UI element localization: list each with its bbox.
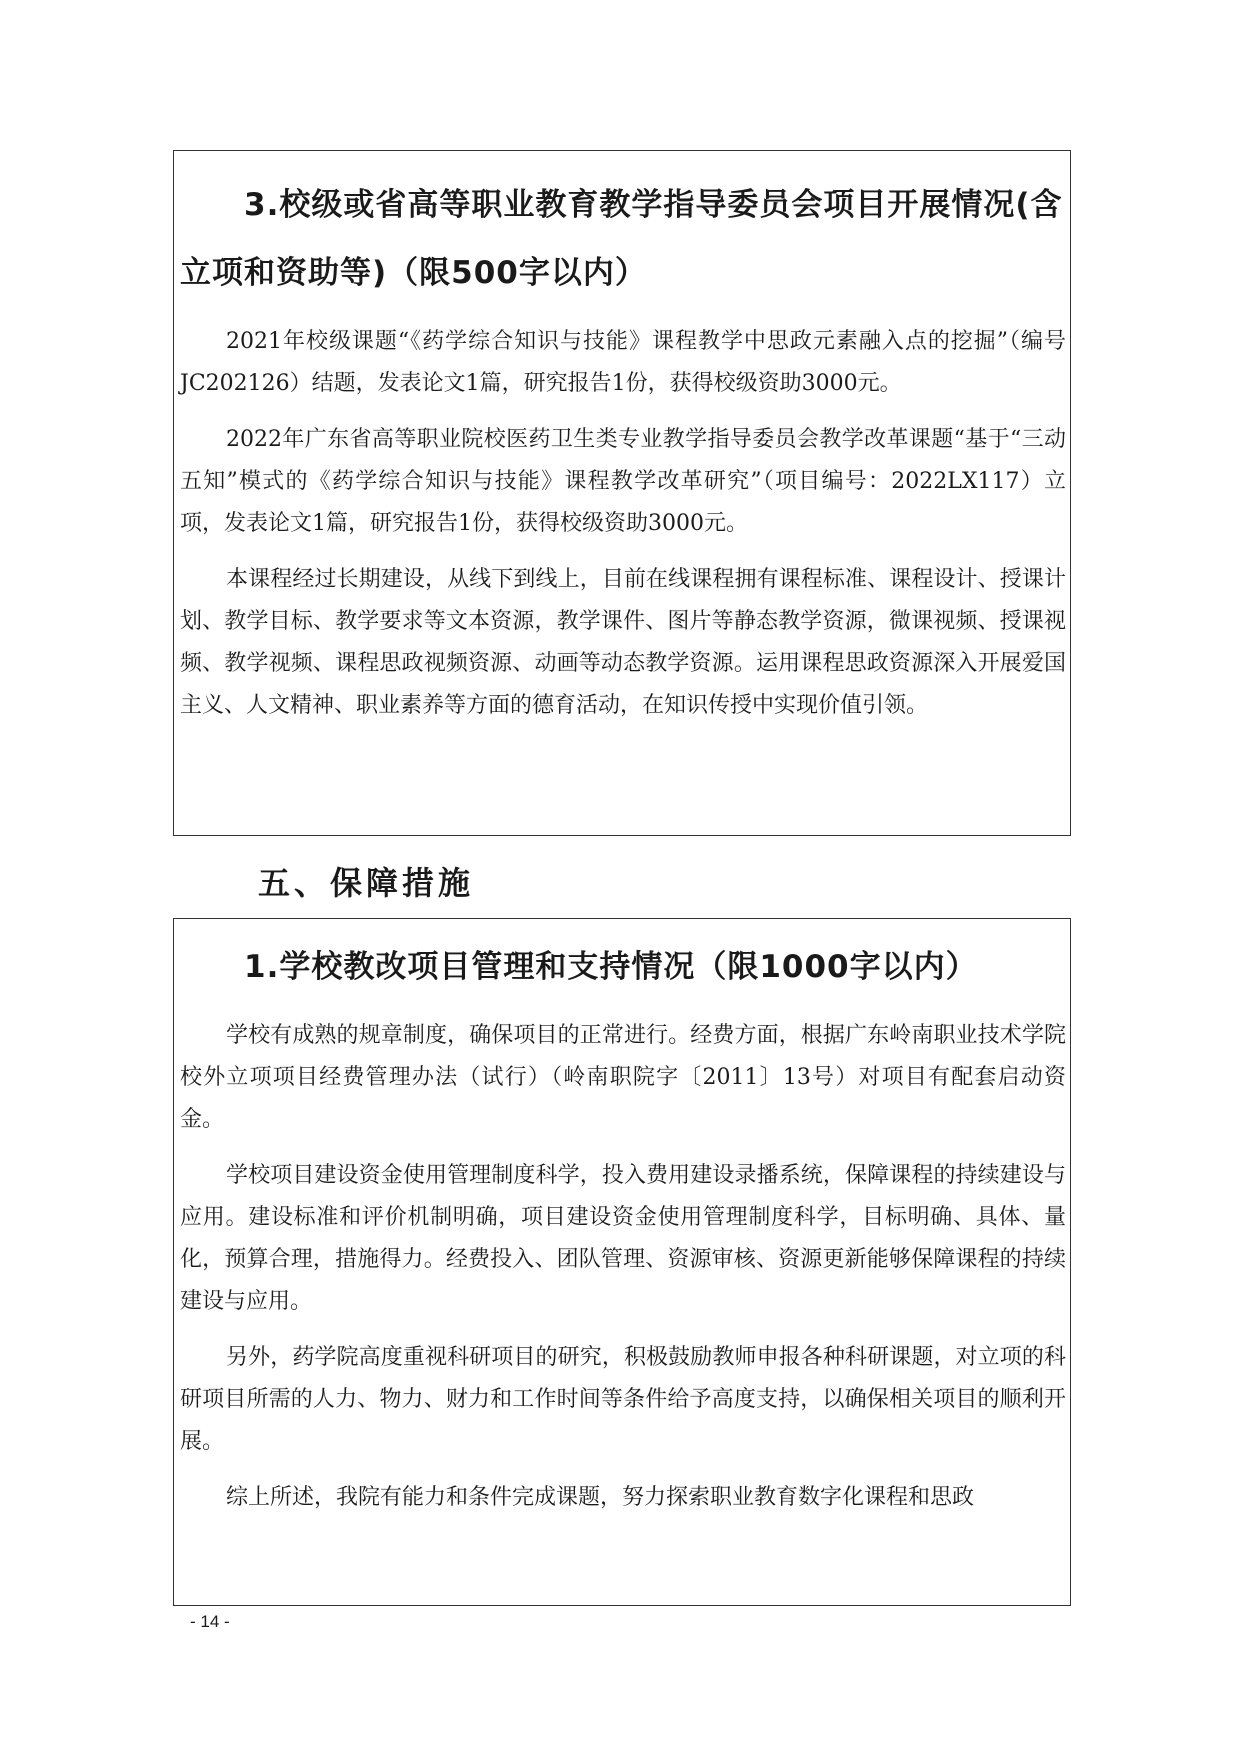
heading-text: 3.校级或省高等职业教育教学指导委员会项目开展情况(含立项和资助等)（限500字以内） bbox=[180, 187, 1063, 291]
subheading-text: 1.学校教改项目管理和支持情况（限1000字以内） bbox=[244, 949, 978, 985]
paragraph: 学校项目建设资金使用管理制度科学，投入费用建设录播系统，保障课程的持续建设与应用。建设标准和评价机制明确，项目建设资金使用管理制度科学，目标明确、具体、量化，预算合理，措施得力。经费投入、团队管理、资源审核、资源更新能够保障课程的持续建设与应用。 bbox=[180, 1163, 1066, 1314]
paragraph: 2021年校级课题“《药学综合知识与技能》课程教学中思政元素融入点的挖掘”（编号 JC202126）结题，发表论文1篇，研究报告1份，获得校级资助3000元。 bbox=[180, 329, 1066, 396]
section-5-box bbox=[173, 918, 1071, 1606]
paragraph: 综上所述，我院有能力和条件完成课题，努力探索职业教育数字化课程和思政 bbox=[226, 1485, 975, 1510]
paragraph: 学校有成熟的规章制度，确保项目的正常进行。经费方面，根据广东岭南职业技术学院校外立项项目经费管理办法（试行）（岭南职院字〔2011〕13号）对项目有配套启动资金。 bbox=[180, 1023, 1066, 1132]
paragraph: 另外，药学院高度重视科研项目的研究，积极鼓励教师申报各种科研课题，对立项的科研项目所需的人力、物力、财力和工作时间等条件给予高度支持，以确保相关项目的顺利开展。 bbox=[180, 1345, 1066, 1454]
paragraph: 2022年广东省高等职业院校医药卫生类专业教学指导委员会教学改革课题“基于“三动五知”模式的《药学综合知识与技能》课程教学改革研究”（项目编号：2022LX117）立项，发表论文1篇，研究报告1份，获得校级资助3000元。 bbox=[180, 427, 1066, 536]
section-3-box bbox=[173, 150, 1071, 836]
section-5-title: 五、保障措施 bbox=[258, 864, 475, 902]
section-3-heading bbox=[180, 171, 1066, 307]
section-5-subheading bbox=[180, 933, 1066, 1001]
page-number: - 14 - bbox=[190, 1612, 230, 1631]
paragraph: 本课程经过长期建设，从线下到线上，目前在线课程拥有课程标准、课程设计、授课计划、教学目标、教学要求等文本资源，教学课件、图片等静态教学资源，微课视频、授课视频、教学视频、课程思政视频资源、动画等动态教学资源。运用课程思政资源深入开展爱国主义、人文精神、职业素养等方面的德育活动，在知识传授中实现价值引领。 bbox=[180, 567, 1066, 718]
